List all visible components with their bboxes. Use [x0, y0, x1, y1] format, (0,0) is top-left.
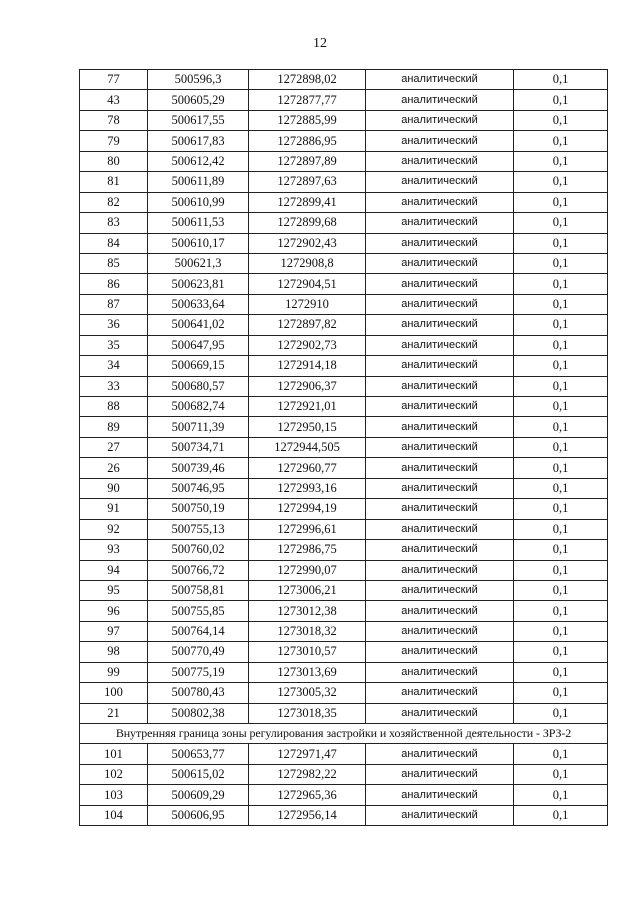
accuracy-cell: 0,1	[514, 213, 608, 233]
x-coordinate-cell: 500647,95	[148, 335, 249, 355]
method-cell: аналитический	[366, 703, 514, 723]
x-coordinate-cell: 500711,39	[148, 417, 249, 437]
point-number-cell: 33	[80, 376, 148, 396]
accuracy-cell: 0,1	[514, 356, 608, 376]
y-coordinate-cell: 1272921,01	[249, 397, 366, 417]
table-row	[80, 233, 608, 253]
table-row	[80, 560, 608, 580]
x-coordinate-cell: 500755,85	[148, 601, 249, 621]
method-cell: аналитический	[366, 397, 514, 417]
x-coordinate-cell: 500617,83	[148, 131, 249, 151]
y-coordinate-cell: 1273005,32	[249, 683, 366, 703]
method-cell: аналитический	[366, 192, 514, 212]
point-number-cell: 79	[80, 131, 148, 151]
method-cell: аналитический	[366, 417, 514, 437]
method-cell: аналитический	[366, 560, 514, 580]
accuracy-cell: 0,1	[514, 274, 608, 294]
accuracy-cell: 0,1	[514, 703, 608, 723]
y-coordinate-cell: 1272950,15	[249, 417, 366, 437]
method-cell: аналитический	[366, 499, 514, 519]
y-coordinate-cell: 1273018,35	[249, 703, 366, 723]
method-cell: аналитический	[366, 151, 514, 171]
table-row	[80, 151, 608, 171]
x-coordinate-cell: 500758,81	[148, 580, 249, 600]
table-row	[80, 540, 608, 560]
accuracy-cell: 0,1	[514, 397, 608, 417]
x-coordinate-cell: 500746,95	[148, 478, 249, 498]
x-coordinate-cell: 500611,53	[148, 213, 249, 233]
table-row	[80, 213, 608, 233]
table-row	[80, 274, 608, 294]
x-coordinate-cell: 500682,74	[148, 397, 249, 417]
method-cell: аналитический	[366, 621, 514, 641]
method-cell: аналитический	[366, 274, 514, 294]
y-coordinate-cell: 1272994,19	[249, 499, 366, 519]
y-coordinate-cell: 1272908,8	[249, 253, 366, 273]
accuracy-cell: 0,1	[514, 458, 608, 478]
method-cell: аналитический	[366, 172, 514, 192]
method-cell: аналитический	[366, 131, 514, 151]
accuracy-cell: 0,1	[514, 70, 608, 90]
point-number-cell: 91	[80, 499, 148, 519]
point-number-cell: 82	[80, 192, 148, 212]
table-row	[80, 90, 608, 110]
y-coordinate-cell: 1272956,14	[249, 805, 366, 825]
table-row	[80, 703, 608, 723]
point-number-cell: 80	[80, 151, 148, 171]
accuracy-cell: 0,1	[514, 192, 608, 212]
table-row	[80, 764, 608, 784]
table-row	[80, 662, 608, 682]
section-heading: Внутренняя граница зоны регулирования застройки и хозяйственной деятельности - ЗРЗ-2	[80, 724, 608, 744]
y-coordinate-cell: 1272898,02	[249, 70, 366, 90]
x-coordinate-cell: 500606,95	[148, 805, 249, 825]
point-number-cell: 103	[80, 785, 148, 805]
x-coordinate-cell: 500739,46	[148, 458, 249, 478]
x-coordinate-cell: 500680,57	[148, 376, 249, 396]
accuracy-cell: 0,1	[514, 233, 608, 253]
y-coordinate-cell: 1272877,77	[249, 90, 366, 110]
y-coordinate-cell: 1272990,07	[249, 560, 366, 580]
x-coordinate-cell: 500610,99	[148, 192, 249, 212]
y-coordinate-cell: 1273018,32	[249, 621, 366, 641]
x-coordinate-cell: 500750,19	[148, 499, 249, 519]
y-coordinate-cell: 1272885,99	[249, 110, 366, 130]
point-number-cell: 86	[80, 274, 148, 294]
accuracy-cell: 0,1	[514, 662, 608, 682]
accuracy-cell: 0,1	[514, 560, 608, 580]
accuracy-cell: 0,1	[514, 499, 608, 519]
section-heading-row	[80, 724, 608, 744]
method-cell: аналитический	[366, 253, 514, 273]
method-cell: аналитический	[366, 213, 514, 233]
y-coordinate-cell: 1272996,61	[249, 519, 366, 539]
accuracy-cell: 0,1	[514, 519, 608, 539]
method-cell: аналитический	[366, 437, 514, 457]
point-number-cell: 21	[80, 703, 148, 723]
x-coordinate-cell: 500760,02	[148, 540, 249, 560]
accuracy-cell: 0,1	[514, 621, 608, 641]
y-coordinate-cell: 1272965,36	[249, 785, 366, 805]
method-cell: аналитический	[366, 458, 514, 478]
point-number-cell: 87	[80, 294, 148, 314]
accuracy-cell: 0,1	[514, 540, 608, 560]
accuracy-cell: 0,1	[514, 376, 608, 396]
method-cell: аналитический	[366, 764, 514, 784]
accuracy-cell: 0,1	[514, 131, 608, 151]
y-coordinate-cell: 1272971,47	[249, 744, 366, 764]
point-number-cell: 36	[80, 315, 148, 335]
y-coordinate-cell: 1272897,89	[249, 151, 366, 171]
accuracy-cell: 0,1	[514, 683, 608, 703]
method-cell: аналитический	[366, 335, 514, 355]
table-row	[80, 356, 608, 376]
accuracy-cell: 0,1	[514, 437, 608, 457]
method-cell: аналитический	[366, 233, 514, 253]
table-row	[80, 499, 608, 519]
x-coordinate-cell: 500802,38	[148, 703, 249, 723]
table-row	[80, 417, 608, 437]
method-cell: аналитический	[366, 785, 514, 805]
table-row	[80, 294, 608, 314]
point-number-cell: 92	[80, 519, 148, 539]
accuracy-cell: 0,1	[514, 785, 608, 805]
method-cell: аналитический	[366, 580, 514, 600]
point-number-cell: 35	[80, 335, 148, 355]
y-coordinate-cell: 1272897,82	[249, 315, 366, 335]
table-row	[80, 172, 608, 192]
point-number-cell: 83	[80, 213, 148, 233]
point-number-cell: 98	[80, 642, 148, 662]
table-row	[80, 192, 608, 212]
point-number-cell: 89	[80, 417, 148, 437]
x-coordinate-cell: 500615,02	[148, 764, 249, 784]
table-row	[80, 621, 608, 641]
y-coordinate-cell: 1272904,51	[249, 274, 366, 294]
accuracy-cell: 0,1	[514, 172, 608, 192]
x-coordinate-cell: 500770,49	[148, 642, 249, 662]
table-row	[80, 519, 608, 539]
point-number-cell: 97	[80, 621, 148, 641]
y-coordinate-cell: 1272902,73	[249, 335, 366, 355]
accuracy-cell: 0,1	[514, 110, 608, 130]
method-cell: аналитический	[366, 601, 514, 621]
y-coordinate-cell: 1272899,41	[249, 192, 366, 212]
point-number-cell: 100	[80, 683, 148, 703]
x-coordinate-cell: 500633,64	[148, 294, 249, 314]
x-coordinate-cell: 500780,43	[148, 683, 249, 703]
x-coordinate-cell: 500653,77	[148, 744, 249, 764]
point-number-cell: 90	[80, 478, 148, 498]
y-coordinate-cell: 1272944,505	[249, 437, 366, 457]
x-coordinate-cell: 500755,13	[148, 519, 249, 539]
accuracy-cell: 0,1	[514, 601, 608, 621]
method-cell: аналитический	[366, 90, 514, 110]
y-coordinate-cell: 1272910	[249, 294, 366, 314]
accuracy-cell: 0,1	[514, 744, 608, 764]
point-number-cell: 104	[80, 805, 148, 825]
point-number-cell: 96	[80, 601, 148, 621]
method-cell: аналитический	[366, 315, 514, 335]
method-cell: аналитический	[366, 70, 514, 90]
point-number-cell: 94	[80, 560, 148, 580]
table-row	[80, 110, 608, 130]
point-number-cell: 88	[80, 397, 148, 417]
method-cell: аналитический	[366, 519, 514, 539]
y-coordinate-cell: 1272914,18	[249, 356, 366, 376]
accuracy-cell: 0,1	[514, 90, 608, 110]
accuracy-cell: 0,1	[514, 580, 608, 600]
accuracy-cell: 0,1	[514, 315, 608, 335]
x-coordinate-cell: 500764,14	[148, 621, 249, 641]
method-cell: аналитический	[366, 540, 514, 560]
table-row	[80, 744, 608, 764]
x-coordinate-cell: 500623,81	[148, 274, 249, 294]
point-number-cell: 99	[80, 662, 148, 682]
table-row	[80, 458, 608, 478]
y-coordinate-cell: 1272993,16	[249, 478, 366, 498]
point-number-cell: 26	[80, 458, 148, 478]
x-coordinate-cell: 500610,17	[148, 233, 249, 253]
table-row	[80, 580, 608, 600]
point-number-cell: 95	[80, 580, 148, 600]
point-number-cell: 93	[80, 540, 148, 560]
table-row	[80, 376, 608, 396]
y-coordinate-cell: 1273012,38	[249, 601, 366, 621]
x-coordinate-cell: 500617,55	[148, 110, 249, 130]
x-coordinate-cell: 500605,29	[148, 90, 249, 110]
x-coordinate-cell: 500621,3	[148, 253, 249, 273]
point-number-cell: 78	[80, 110, 148, 130]
method-cell: аналитический	[366, 744, 514, 764]
point-number-cell: 34	[80, 356, 148, 376]
table-row	[80, 785, 608, 805]
accuracy-cell: 0,1	[514, 335, 608, 355]
x-coordinate-cell: 500734,71	[148, 437, 249, 457]
method-cell: аналитический	[366, 110, 514, 130]
table-row	[80, 642, 608, 662]
accuracy-cell: 0,1	[514, 417, 608, 437]
accuracy-cell: 0,1	[514, 151, 608, 171]
x-coordinate-cell: 500775,19	[148, 662, 249, 682]
y-coordinate-cell: 1273010,57	[249, 642, 366, 662]
table-row	[80, 683, 608, 703]
method-cell: аналитический	[366, 683, 514, 703]
accuracy-cell: 0,1	[514, 294, 608, 314]
x-coordinate-cell: 500669,15	[148, 356, 249, 376]
y-coordinate-cell: 1272899,68	[249, 213, 366, 233]
y-coordinate-cell: 1272897,63	[249, 172, 366, 192]
table-row	[80, 315, 608, 335]
method-cell: аналитический	[366, 662, 514, 682]
y-coordinate-cell: 1272960,77	[249, 458, 366, 478]
table-row	[80, 335, 608, 355]
point-number-cell: 102	[80, 764, 148, 784]
y-coordinate-cell: 1272906,37	[249, 376, 366, 396]
x-coordinate-cell: 500609,29	[148, 785, 249, 805]
point-number-cell: 81	[80, 172, 148, 192]
y-coordinate-cell: 1272986,75	[249, 540, 366, 560]
table-row	[80, 253, 608, 273]
method-cell: аналитический	[366, 294, 514, 314]
table-row	[80, 131, 608, 151]
method-cell: аналитический	[366, 642, 514, 662]
method-cell: аналитический	[366, 805, 514, 825]
accuracy-cell: 0,1	[514, 478, 608, 498]
y-coordinate-cell: 1272982,22	[249, 764, 366, 784]
x-coordinate-cell: 500612,42	[148, 151, 249, 171]
table-row	[80, 478, 608, 498]
y-coordinate-cell: 1273013,69	[249, 662, 366, 682]
y-coordinate-cell: 1272902,43	[249, 233, 366, 253]
x-coordinate-cell: 500611,89	[148, 172, 249, 192]
table-row	[80, 70, 608, 90]
method-cell: аналитический	[366, 356, 514, 376]
x-coordinate-cell: 500641,02	[148, 315, 249, 335]
y-coordinate-cell: 1273006,21	[249, 580, 366, 600]
table-row	[80, 601, 608, 621]
x-coordinate-cell: 500596,3	[148, 70, 249, 90]
table-row	[80, 437, 608, 457]
point-number-cell: 85	[80, 253, 148, 273]
method-cell: аналитический	[366, 376, 514, 396]
point-number-cell: 77	[80, 70, 148, 90]
page-number: 12	[313, 36, 327, 51]
point-number-cell: 101	[80, 744, 148, 764]
x-coordinate-cell: 500766,72	[148, 560, 249, 580]
y-coordinate-cell: 1272886,95	[249, 131, 366, 151]
accuracy-cell: 0,1	[514, 764, 608, 784]
point-number-cell: 43	[80, 90, 148, 110]
accuracy-cell: 0,1	[514, 642, 608, 662]
method-cell: аналитический	[366, 478, 514, 498]
coordinates-table	[79, 69, 608, 826]
point-number-cell: 27	[80, 437, 148, 457]
table-row	[80, 805, 608, 825]
accuracy-cell: 0,1	[514, 805, 608, 825]
accuracy-cell: 0,1	[514, 253, 608, 273]
table-row	[80, 397, 608, 417]
point-number-cell: 84	[80, 233, 148, 253]
